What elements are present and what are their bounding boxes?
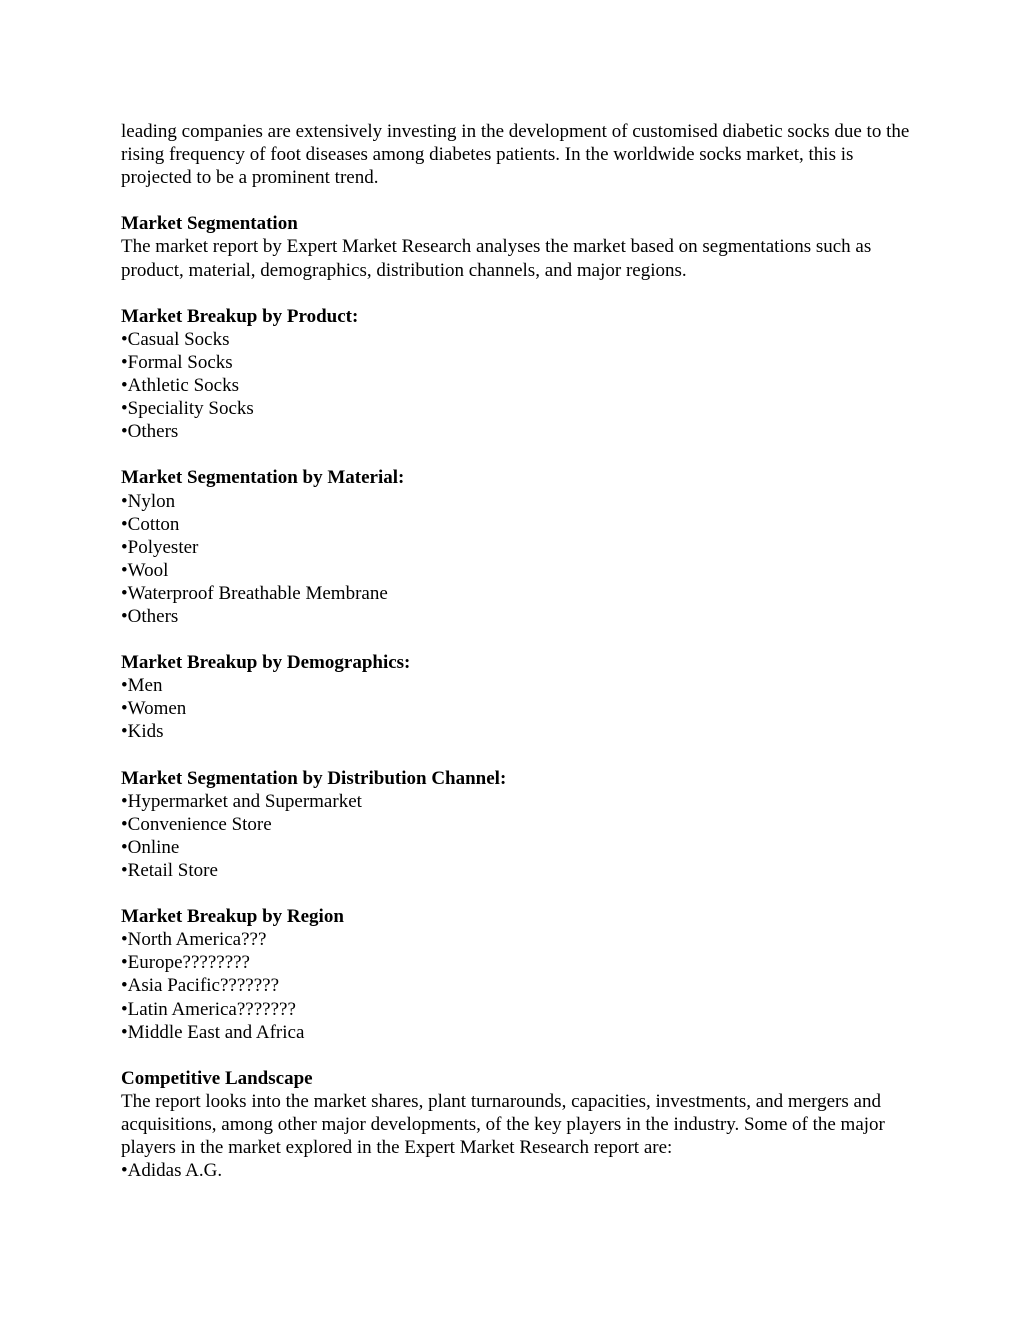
list-item (121, 559, 911, 582)
list-item (121, 720, 911, 743)
list-item-label: Kids (127, 721, 164, 743)
list-item-label: Formal Socks (127, 351, 233, 373)
list-item-label: Asia Pacific??????? (127, 975, 280, 997)
list-item-label: Middle East and Africa (127, 1021, 305, 1043)
list-item (121, 836, 911, 859)
list-item-label: Retail Store (127, 860, 218, 881)
list-item-label: Nylon (127, 490, 176, 512)
competitive-landscape-paragraph: The report looks into the market shares, plant turnarounds, capacities, investments, and mergers and acquisitions, among other major developments, of the key players in the industry. Some of the major players in the market explored in the Expert Market Research report are: (121, 1090, 885, 1159)
section-heading-material: Market Segmentation by Material: (121, 467, 405, 489)
bullet-icon: • (121, 998, 128, 1020)
bullet-icon: • (121, 975, 128, 997)
list-item-label: Wool (127, 559, 169, 581)
list-item-label: Hypermarket and Supermarket (127, 790, 362, 812)
bullet-icon: • (121, 328, 128, 350)
distribution-channel-list (121, 790, 911, 882)
competitive-landscape-heading: Competitive Landscape (121, 1067, 313, 1089)
list-item-label: Men (127, 675, 163, 697)
list-item (121, 582, 911, 605)
list-item (121, 1021, 911, 1044)
bullet-icon: • (121, 398, 128, 420)
bullet-icon: • (121, 536, 128, 558)
list-item (121, 351, 911, 374)
bullet-icon: • (121, 929, 128, 951)
section-heading-region: Market Breakup by Region (121, 906, 344, 928)
market-segmentation-paragraph: The market report by Expert Market Research analyses the market based on segmentations such as product, material, demographics, distribution channels, and major regions. (121, 236, 872, 281)
bullet-icon: • (121, 559, 128, 581)
bullet-icon: • (121, 421, 128, 443)
demographics-list (121, 674, 911, 743)
list-item (121, 513, 911, 536)
section-heading-product: Market Breakup by Product: (121, 305, 359, 327)
list-item (121, 1159, 911, 1182)
material-list (121, 490, 911, 629)
bullet-icon: • (121, 836, 128, 858)
spacer (121, 744, 911, 767)
list-item-label: Others (127, 605, 179, 627)
key-players-list (121, 1159, 911, 1182)
list-item (121, 697, 911, 720)
spacer (121, 628, 911, 651)
product-list (121, 328, 911, 443)
list-item-label: North America??? (127, 929, 267, 951)
list-item (121, 374, 911, 397)
bullet-icon: • (121, 375, 128, 397)
spacer (121, 443, 911, 466)
spacer (121, 1044, 911, 1067)
list-item (121, 790, 911, 813)
bullet-icon: • (121, 813, 128, 835)
list-item (121, 328, 911, 351)
list-item (121, 605, 911, 628)
list-item (121, 859, 911, 882)
intro-paragraph: leading companies are extensively investing in the development of customised diabetic socks due to the rising frequency of foot diseases among diabetes patients. In the worldwide socks market, this is projected to be a prominent trend. (121, 121, 910, 189)
bullet-icon: • (121, 605, 128, 627)
list-item (121, 420, 911, 443)
list-item-label: Online (127, 836, 180, 858)
spacer (121, 282, 911, 305)
list-item (121, 813, 911, 836)
list-item (121, 974, 911, 997)
list-item-label: Adidas A.G. (127, 1160, 223, 1182)
list-item-label: Athletic Socks (127, 375, 240, 397)
bullet-icon: • (121, 513, 128, 535)
list-item-label: Convenience Store (127, 813, 272, 835)
list-item-label: Waterproof Breathable Membrane (127, 582, 388, 604)
list-item-label: Speciality Socks (127, 398, 254, 420)
bullet-icon: • (121, 698, 128, 720)
list-item-label: Europe???????? (127, 952, 250, 974)
list-item-label: Others (127, 421, 179, 443)
list-item (121, 536, 911, 559)
list-item-label: Women (127, 698, 187, 720)
market-segmentation-heading: Market Segmentation (121, 213, 298, 235)
list-item (121, 951, 911, 974)
list-item (121, 490, 911, 513)
list-item-label: Polyester (127, 536, 199, 558)
list-item (121, 674, 911, 697)
bullet-icon: • (121, 490, 128, 512)
bullet-icon: • (121, 721, 128, 743)
region-list (121, 928, 911, 1043)
list-item-label: Latin America??????? (127, 998, 296, 1020)
list-item (121, 998, 911, 1021)
bullet-icon: • (121, 1160, 128, 1182)
spacer (121, 882, 911, 905)
bullet-icon: • (121, 952, 128, 974)
document-page (121, 120, 911, 1182)
section-heading-demographics: Market Breakup by Demographics: (121, 652, 411, 674)
bullet-icon: • (121, 860, 128, 881)
bullet-icon: • (121, 582, 128, 604)
bullet-icon: • (121, 351, 128, 373)
bullet-icon: • (121, 675, 128, 697)
section-heading-distribution-channel: Market Segmentation by Distribution Channel: (121, 767, 507, 789)
list-item-label: Cotton (127, 513, 180, 535)
list-item (121, 928, 911, 951)
list-item (121, 397, 911, 420)
bullet-icon: • (121, 790, 128, 812)
bullet-icon: • (121, 1021, 128, 1043)
list-item-label: Casual Socks (127, 328, 230, 350)
spacer (121, 189, 911, 212)
